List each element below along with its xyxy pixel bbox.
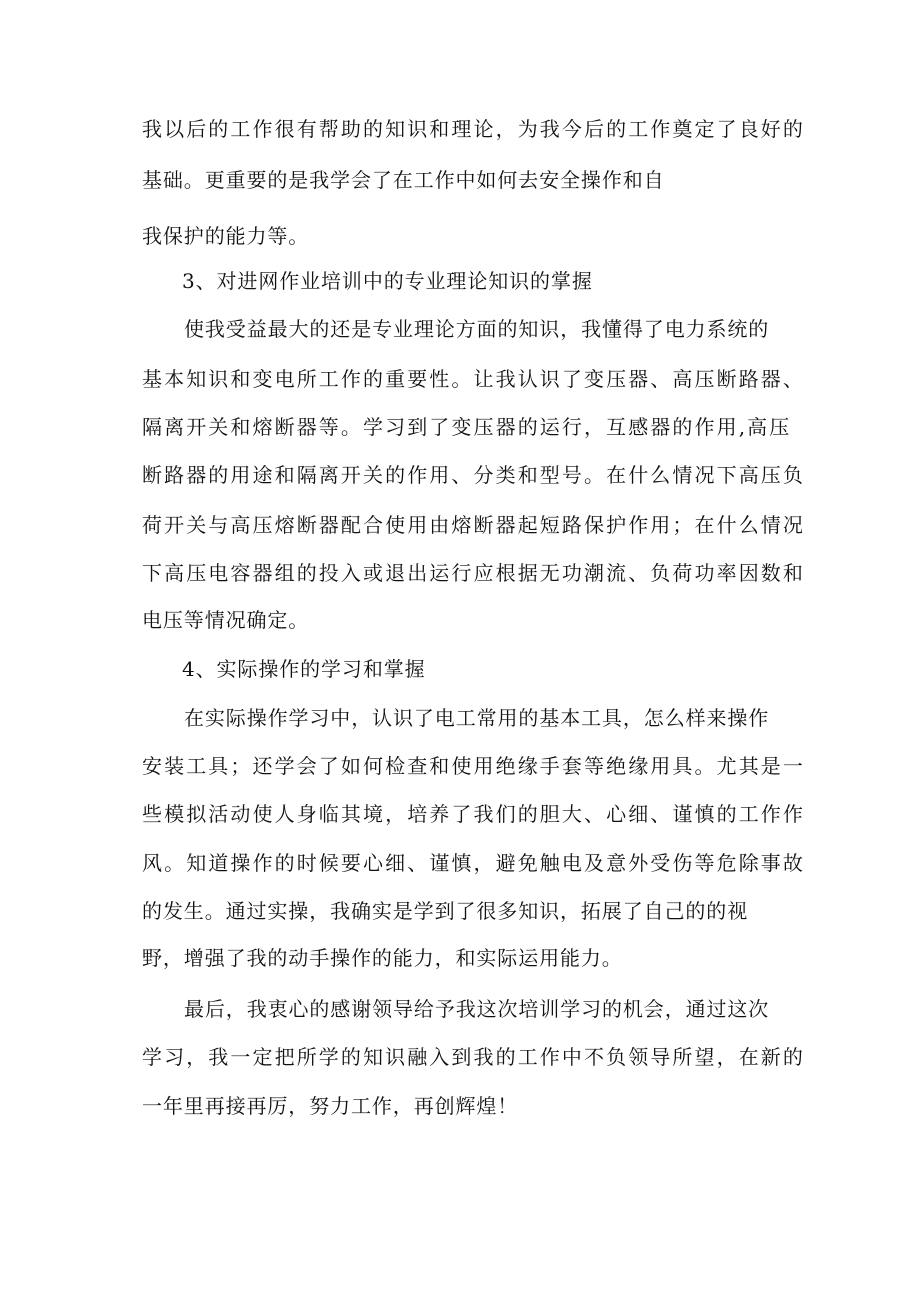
text-line: 隔离开关和熔断器等。学习到了变压器的运行，互感器的作用,高压 [142, 415, 792, 439]
text-line: 下高压电容器组的投入或退出运行应根据无功潮流、负荷功率因数和 [142, 561, 805, 585]
text-line: 最后，我衷心的感谢领导给予我这次培训学习的机会，通过这次 [184, 997, 770, 1021]
text-line: 安装工具；还学会了如何检查和使用绝缘手套等绝缘用具。尤其是一 [142, 754, 805, 778]
text-line: 使我受益最大的还是专业理论方面的知识，我懂得了电力系统的 [184, 317, 770, 341]
text-line: 基本知识和变电所工作的重要性。让我认识了变压器、高压断路器、 [142, 367, 805, 391]
text-line: 断路器的用途和隔离开关的作用、分类和型号。在什么情况下高压负 [142, 463, 805, 487]
text-line: 野，增强了我的动手操作的能力，和实际运用能力。 [142, 946, 623, 970]
text-line: 我保护的能力等。 [142, 224, 310, 248]
text-line: 风。知道操作的时候要心细、谨慎，避免触电及意外受伤等危除事故 [142, 851, 805, 875]
text-line: 基础。更重要的是我学会了在工作中如何去安全操作和自 [142, 168, 665, 192]
text-line: 些模拟活动使人身临其境，培养了我们的胆大、心细、谨慎的工作作 [142, 802, 805, 826]
text-line: 学习，我一定把所学的知识融入到我的工作中不负领导所望，在新的 [142, 1045, 805, 1069]
text-line: 我以后的工作很有帮助的知识和理论，为我今后的工作奠定了良好的 [142, 117, 805, 141]
text-line: 的发生。通过实操，我确实是学到了很多知识，拓展了自己的的视 [142, 899, 749, 923]
section-heading: 4、实际操作的学习和掌握 [182, 657, 426, 681]
text-line: 一年里再接再厉，努力工作，再创辉煌！ [142, 1094, 519, 1118]
text-line: 在实际操作学习中，认识了电工常用的基本工具，怎么样来操作 [184, 706, 770, 730]
text-line: 荷开关与高压熔断器配合使用由熔断器起短路保护作用；在什么情况 [142, 513, 805, 537]
section-heading: 3、对进网作业培训中的专业理论知识的掌握 [182, 269, 593, 293]
text-line: 电压等情况确定。 [142, 608, 310, 632]
